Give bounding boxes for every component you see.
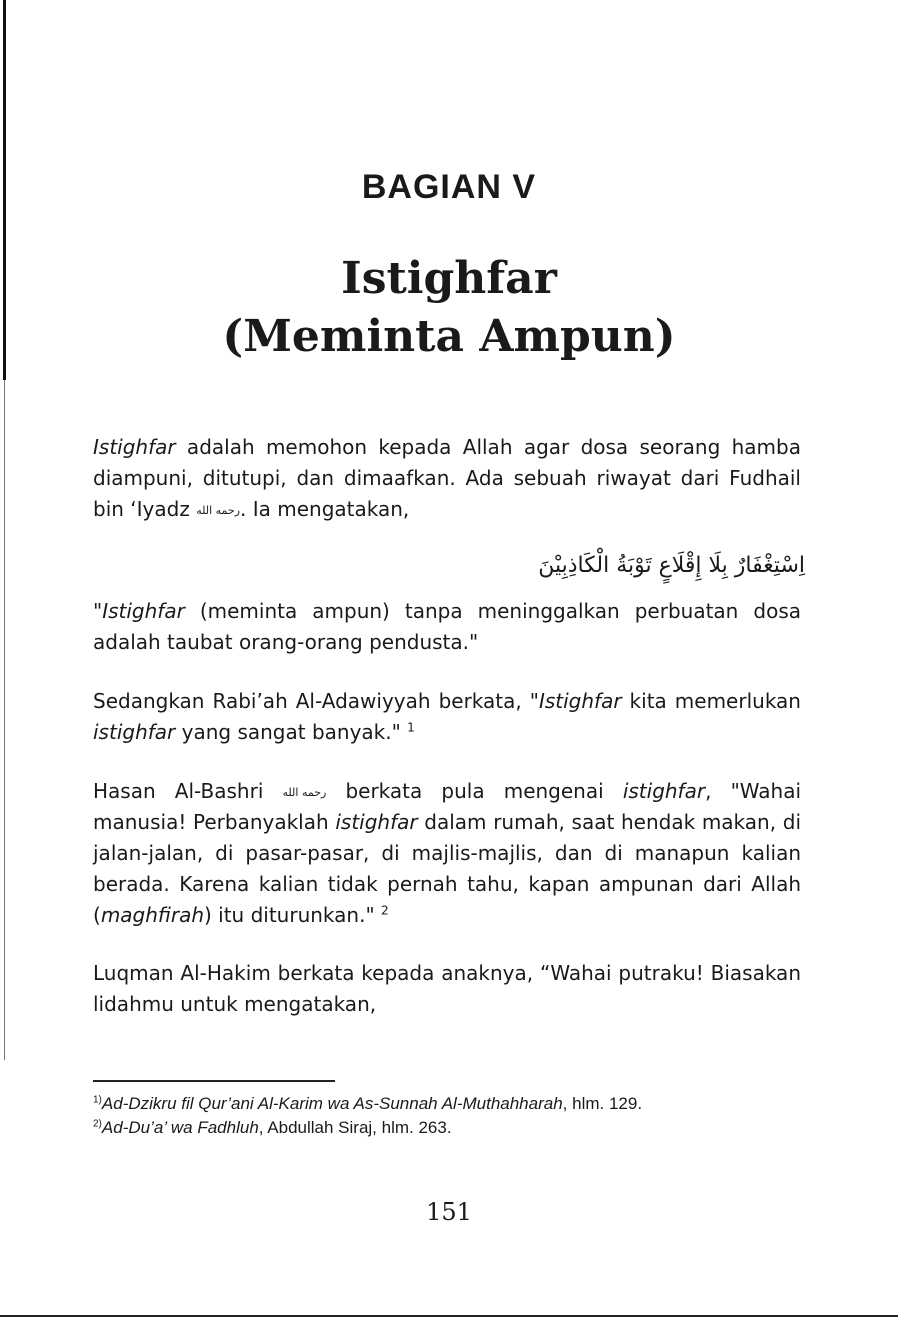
title-line-1: Istighfar xyxy=(341,253,557,304)
paragraph-3-text: kita memerlukan xyxy=(621,689,801,713)
paragraph-4 xyxy=(93,776,801,931)
paragraph-4-text: Hasan Al-Bashri xyxy=(93,779,283,803)
paragraph-3-text: Sedangkan Rabi’ah Al-Adawiyyah berkata, " xyxy=(93,689,539,713)
scan-edge-bottom xyxy=(0,1315,898,1317)
paragraph-4-text: ) itu diturunkan." xyxy=(204,903,382,927)
paragraph-4-text: dalam rumah, saat hendak makan, di jalan-jalan, di pasar-pasar, di majlis-majlis, dan di manapun kalian berada. Karena kalian tidak pernah tahu, kapan ampunan dari Allah ( xyxy=(93,810,801,927)
term-istighfar: Istighfar xyxy=(538,689,622,713)
paragraph-1-text: adalah memohon kepada Allah agar dosa seorang hamba diampuni, ditutupi, dan dimaafkan. Ada sebuah riwayat dari Fudhail bin ‘Iyadz xyxy=(93,435,801,521)
chapter-heading: BAGIAN V xyxy=(361,168,537,206)
honorific-glyph: رحمه الله xyxy=(282,785,327,799)
title-line-2: (Meminta Ampun) xyxy=(222,311,676,362)
footnote-1 xyxy=(93,1092,813,1115)
paragraph-1-text-end: . Ia mengatakan, xyxy=(240,497,410,521)
footnote-text: , hlm. 129. xyxy=(562,1094,643,1113)
page-title xyxy=(0,250,898,366)
footnote-title: Ad-Dzikru fil Qur’ani Al-Karim wa As-Sunnah Al-Muthahharah xyxy=(101,1094,563,1113)
term-istighfar: Istighfar xyxy=(102,599,185,623)
paragraph-2-text: (meminta ampun) tanpa meninggalkan perbuatan dosa adalah taubat orang-orang pendusta." xyxy=(93,599,801,654)
paragraph-4-text: , "Wahai manusia! Perbanyaklah xyxy=(93,779,802,834)
footnote-divider xyxy=(93,1080,335,1082)
honorific-glyph: رحمه الله xyxy=(196,503,240,517)
scan-edge-left-thin xyxy=(4,380,5,1060)
paragraph-5-text: Luqman Al-Hakim berkata kepada anaknya, “Wahai putraku! Biasakan lidahmu untuk mengatakan, xyxy=(93,961,801,1016)
footnote-ref-2: 2 xyxy=(381,903,389,918)
term-istighfar: istighfar xyxy=(335,810,418,834)
paragraph-5 xyxy=(93,958,801,1020)
quote-open: " xyxy=(93,599,103,623)
page-number: 151 xyxy=(426,1198,472,1226)
term-maghfirah: maghfirah xyxy=(100,903,204,927)
footnote-2 xyxy=(93,1116,813,1139)
paragraph-3-text: yang sangat banyak." xyxy=(175,720,408,744)
footnote-number: 2) xyxy=(93,1118,102,1130)
footnote-ref-1: 1 xyxy=(407,720,415,735)
term-istighfar: Istighfar xyxy=(93,435,176,459)
footnote-title: Ad-Du’a’ wa Fadhluh xyxy=(101,1118,259,1137)
term-istighfar: istighfar xyxy=(622,779,706,803)
arabic-quote: اِسْتِغْفَارٌ بِلَا إِقْلَاعٍ تَوْبَةُ الْكَاذِبِيْنَ xyxy=(538,553,805,578)
paragraph-2 xyxy=(93,596,801,658)
term-istighfar: istighfar xyxy=(93,720,176,744)
paragraph-1 xyxy=(93,432,801,525)
paragraph-4-text: berkata pula mengenai xyxy=(326,779,623,803)
paragraph-3 xyxy=(93,686,801,748)
footnote-text: , Abdullah Siraj, hlm. 263. xyxy=(258,1118,452,1137)
footnote-number: 1) xyxy=(93,1094,102,1106)
